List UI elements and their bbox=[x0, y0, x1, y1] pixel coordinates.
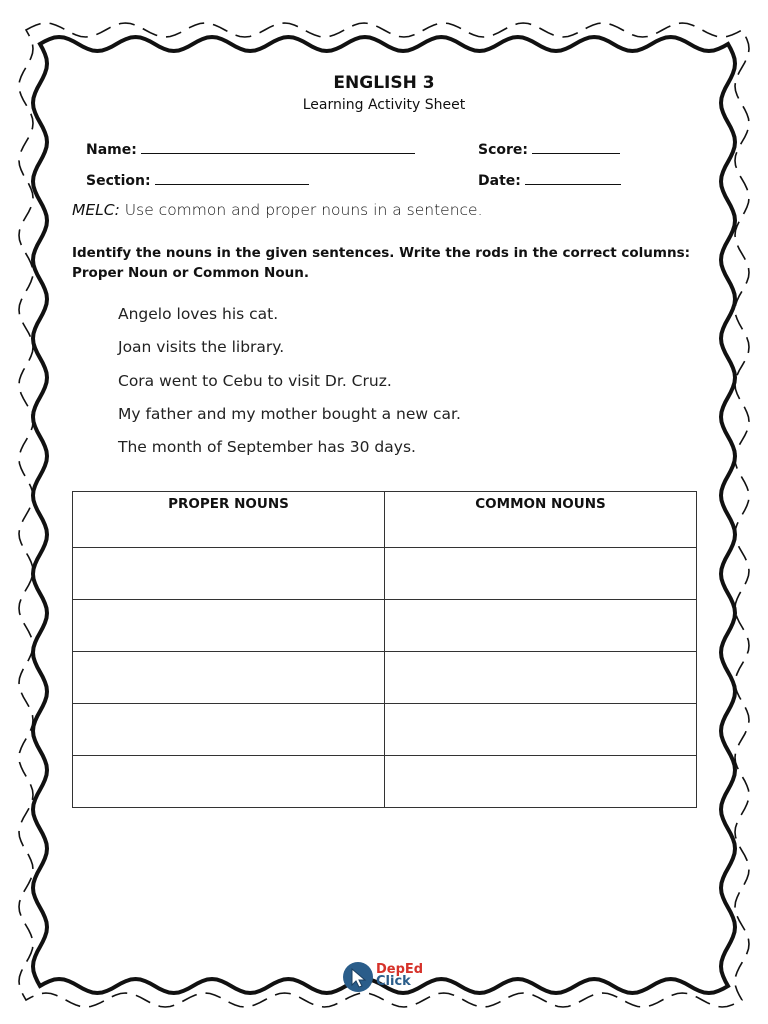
proper-noun-cell[interactable] bbox=[73, 600, 385, 652]
common-noun-cell[interactable] bbox=[385, 704, 697, 756]
deped-click-logo bbox=[343, 962, 433, 998]
common-noun-cell[interactable] bbox=[385, 600, 697, 652]
date-blank[interactable] bbox=[525, 170, 621, 185]
sheet-title: ENGLISH 3 bbox=[333, 73, 435, 93]
melc-line bbox=[72, 201, 483, 219]
header-common-nouns: COMMON NOUNS bbox=[385, 492, 697, 548]
score-label: Score: bbox=[478, 142, 528, 158]
section-field bbox=[86, 170, 309, 189]
section-label: Section: bbox=[86, 173, 151, 189]
logo-text-deped: DepEd bbox=[376, 962, 424, 977]
proper-noun-cell[interactable] bbox=[73, 756, 385, 808]
date-label: Date: bbox=[478, 173, 521, 189]
sentence-3: Cora went to Cebu to visit Dr. Cruz. bbox=[118, 372, 392, 390]
name-field bbox=[86, 139, 415, 158]
sentence-1: Angelo loves his cat. bbox=[118, 305, 279, 323]
header-proper-nouns: PROPER NOUNS bbox=[73, 492, 385, 548]
name-blank[interactable] bbox=[141, 139, 415, 154]
sentence-4: My father and my mother bought a new car. bbox=[118, 405, 461, 423]
sheet-subtitle: Learning Activity Sheet bbox=[302, 97, 466, 113]
table-row bbox=[73, 756, 697, 808]
instructions: Identify the nouns in the given sentences. Write the rods in the correct columns: Proper Noun or Common Noun. bbox=[72, 245, 691, 281]
logo-circle bbox=[343, 962, 373, 992]
sentence-2: Joan visits the library. bbox=[118, 338, 285, 356]
proper-noun-cell[interactable] bbox=[73, 652, 385, 704]
section-blank[interactable] bbox=[155, 170, 309, 185]
cursor-arrow-icon bbox=[350, 968, 368, 988]
name-label: Name: bbox=[86, 142, 137, 158]
table-row bbox=[73, 704, 697, 756]
table-row bbox=[73, 652, 697, 704]
proper-noun-cell[interactable] bbox=[73, 704, 385, 756]
common-noun-cell[interactable] bbox=[385, 548, 697, 600]
score-blank[interactable] bbox=[532, 139, 620, 154]
proper-noun-cell[interactable] bbox=[73, 548, 385, 600]
common-noun-cell[interactable] bbox=[385, 652, 697, 704]
melc-label: MELC: bbox=[72, 201, 120, 219]
melc-text: Use common and proper nouns in a sentence. bbox=[119, 201, 483, 219]
sentence-5: The month of September has 30 days. bbox=[118, 438, 416, 456]
common-noun-cell[interactable] bbox=[385, 756, 697, 808]
logo-text-click: Click bbox=[376, 974, 411, 989]
table-row bbox=[73, 600, 697, 652]
nouns-table bbox=[72, 491, 697, 808]
date-field bbox=[478, 170, 621, 189]
table-header-row bbox=[73, 492, 697, 548]
table-row bbox=[73, 548, 697, 600]
score-field bbox=[478, 139, 620, 158]
